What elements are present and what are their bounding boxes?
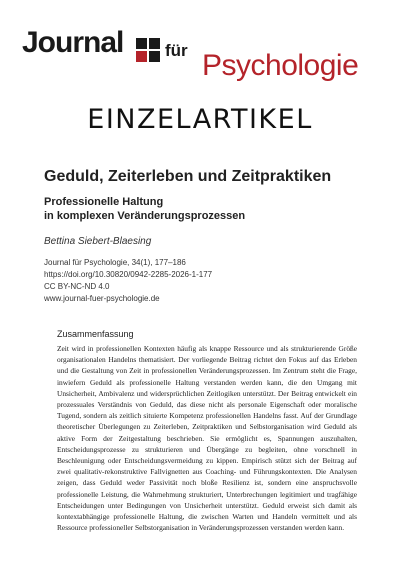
- article-metadata: [44, 257, 212, 305]
- abstract-heading: Zusammenfassung: [57, 329, 134, 339]
- subtitle-line-2: in komplexen Veränderungsprozessen: [44, 210, 246, 222]
- subtitle-line-1: Professionelle Haltung: [44, 196, 164, 208]
- article-author: Bettina Siebert-Blaesing: [44, 236, 152, 247]
- masthead-fuer-word: für: [165, 41, 188, 60]
- citation: Journal für Psychologie, 34(1), 177–186: [44, 258, 186, 267]
- article-subtitle: [44, 195, 364, 223]
- logo-squares-icon: [136, 38, 160, 62]
- website-link[interactable]: www.journal-fuer-psychologie.de: [44, 294, 160, 303]
- license: CC BY-NC-ND 4.0: [44, 282, 110, 291]
- doi-link[interactable]: https://doi.org/10.30820/0942-2285-2026-1-177: [44, 270, 213, 279]
- article-type-label: EINZELARTIKEL: [87, 104, 313, 135]
- masthead-psychologie-word: Psychologie: [202, 49, 359, 82]
- journal-masthead: [22, 26, 392, 82]
- masthead-journal-word: Journal: [22, 26, 124, 59]
- abstract-text: Zeit wird in professionellen Kontexten häufig als knappe Ressource und als strukturierende Größe organisationalen Handelns thematisiert. Der vorliegende Beitrag richtet den Fokus auf das Erleben und die Gestaltung von Zeit in professionellen Veränderungsprozessen. Im Zentrum steht die Frage, inwiefern Geduld als professionelle Haltung verstanden werden kann, die den Umgang mit Unsicherheit, Ambivalenz und widersprüchlichen Zeitlogiken unterstützt. Der Beitrag entwickelt ein prozessuales Verständnis von Geduld, das diese nicht als personale Eigenschaft oder moralische Tugend, sondern als zeitlich situierte Kompetenz professionellen Handelns fasst. Auf der Grundlage theoretischer Überlegungen zu Zeiterleben, Zeitpraktiken und Selbstorganisation wird Geduld als aktive Form der Zeitgestaltung beschrieben. Sie ermöglicht es, Spannungen auszuhalten, Entscheidungsprozesse zu strukturieren und Übergänge zu begleiten, ohne vorschnell in Beschleunigung oder Entscheidungsvermeidung zu kippen. Empirisch stützt sich der Beitrag auf zwei qualitativ-rekonstruktive Fallvignetten aus Coaching- und Führungskontexten. Die Analysen zeigen, dass Geduld weder Passivität noch bloße Resilienz ist, sondern eine anspruchsvolle professionelle Leistung, die Wahrnehmung strukturiert, Unterbrechungen legitimiert und tragfähige Entscheidungen unter Bedingungen von Unsicherheit unterstützt. Geduld erweist sich damit als kontextabhängige professionelle Haltung, die zwischen Warten und Handeln vermittelt und als Ressource professioneller Selbstorganisation in Veränderungsprozessen verstanden werden kann.: [57, 344, 357, 533]
- article-title: Geduld, Zeiterleben und Zeitpraktiken: [44, 168, 332, 185]
